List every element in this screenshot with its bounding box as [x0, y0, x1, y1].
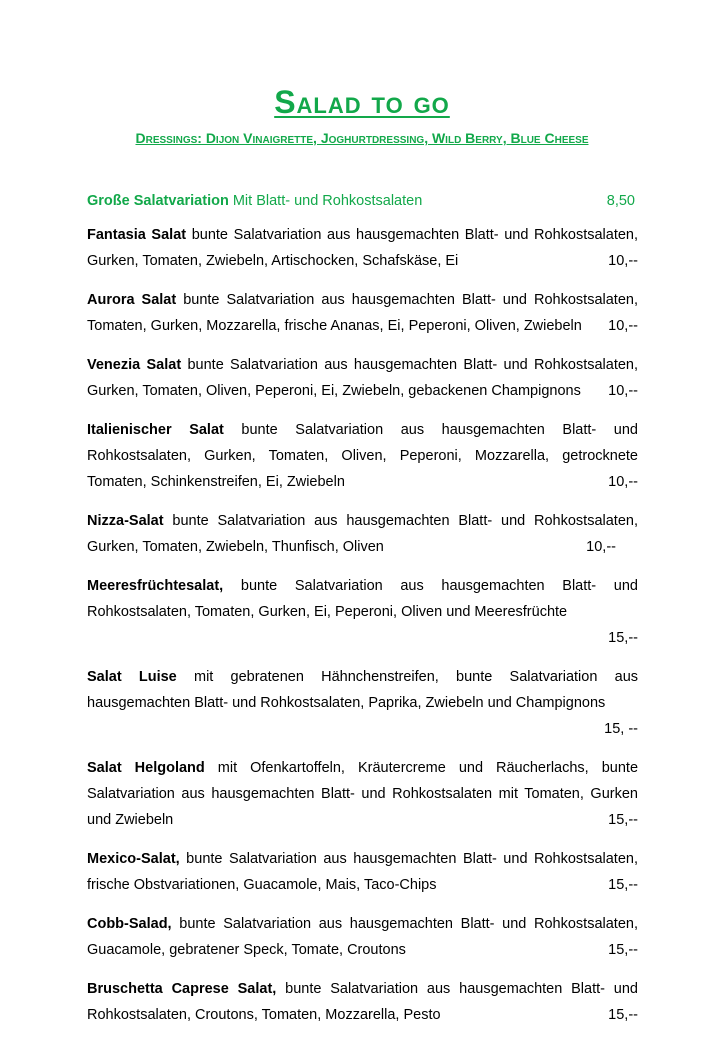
- menu-item: [87, 188, 638, 214]
- item-name: Große Salatvariation: [87, 193, 229, 209]
- item-price: 10,--: [608, 318, 638, 334]
- item-name: Fantasia Salat: [87, 227, 187, 243]
- item-price: 8,50: [606, 193, 635, 209]
- item-price: 15,--: [608, 877, 638, 893]
- menu-list: [87, 188, 638, 1041]
- item-price: 10,--: [608, 474, 638, 490]
- menu-item: [87, 287, 638, 339]
- item-price: 15,--: [608, 942, 638, 958]
- item-price: 10,--: [608, 383, 638, 399]
- menu-item: [87, 755, 638, 833]
- item-description: mit gebratenen Hähnchenstreifen, bunte Salatvariation aus hausgemachten Blatt- und Rohkostsalaten, Paprika, Zwiebeln und Champignons: [87, 669, 639, 711]
- item-price: 15,--: [608, 812, 638, 828]
- item-name: Mexico-Salat,: [87, 851, 180, 867]
- item-description: bunte Salatvariation aus hausgemachten Blatt- und Rohkostsalaten, Tomaten, Gurken, Mozzarella, frische Ananas, Ei, Peperoni, Oliven, Zwiebeln: [87, 292, 638, 334]
- item-name: Cobb-Salad,: [87, 916, 172, 932]
- item-description: bunte Salatvariation aus hausgemachten Blatt- und Rohkostsalaten, Gurken, Tomaten, Zwiebeln, Artischocken, Schafskäse, Ei: [87, 227, 639, 269]
- menu-item: [87, 664, 638, 742]
- item-name: Salat Helgoland: [87, 760, 205, 776]
- menu-item: [87, 417, 638, 495]
- menu-item: [87, 846, 638, 898]
- dressings-line: Dressings: Dijon Vinaigrette, Joghurtdressing, Wild Berry, Blue Cheese: [135, 130, 589, 146]
- item-price: 15,--: [608, 1007, 638, 1023]
- menu-item: [87, 352, 638, 404]
- item-description: Mit Blatt- und Rohkostsalaten: [228, 193, 423, 209]
- item-name: Salat Luise: [87, 669, 177, 685]
- item-name: Meeresfrüchtesalat,: [87, 578, 224, 594]
- item-description: bunte Salatvariation aus hausgemachten Blatt- und Rohkostsalaten, Gurken, Tomaten, Oliven, Peperoni, Mozzarella, getrocknete Tomaten, Schinkenstreifen, Ei, Zwiebeln: [87, 422, 638, 490]
- item-description: bunte Salatvariation aus hausgemachten Blatt- und Rohkostsalaten, Gurken, Tomaten, Oliven, Peperoni, Ei, Zwiebeln, gebackenen Champignons: [87, 357, 639, 399]
- menu-item: [87, 976, 638, 1028]
- page-title: Salad to go: [274, 84, 450, 120]
- menu-item: [87, 573, 638, 651]
- item-name: Venezia Salat: [87, 357, 182, 373]
- menu-item: [87, 911, 638, 963]
- item-description: bunte Salatvariation aus hausgemachten Blatt- und Rohkostsalaten, Tomaten, Gurken, Ei, Peperoni, Oliven und Meeresfrüchte: [87, 578, 638, 620]
- menu-item: [87, 222, 638, 274]
- item-name: Aurora Salat: [87, 292, 177, 308]
- item-description: bunte Salatvariation aus hausgemachten Blatt- und Rohkostsalaten, Guacamole, gebratener Speck, Tomate, Croutons: [87, 916, 638, 958]
- item-price: 10,--: [586, 539, 616, 555]
- item-price: 10,--: [608, 253, 638, 269]
- item-name: Nizza-Salat: [87, 513, 164, 529]
- menu-item: [87, 508, 638, 560]
- item-description: bunte Salatvariation aus hausgemachten Blatt- und Rohkostsalaten, frische Obstvariationen, Guacamole, Mais, Taco-Chips: [87, 851, 638, 893]
- item-price: 15,--: [608, 630, 638, 646]
- item-name: Italienischer Salat: [87, 422, 224, 438]
- item-name: Bruschetta Caprese Salat,: [87, 981, 277, 997]
- item-description: mit Ofenkartoffeln, Kräutercreme und Räucherlachs, bunte Salatvariation aus hausgemachten Blatt- und Rohkostsalaten mit Tomaten, Gurken und Zwiebeln: [87, 760, 639, 828]
- item-price: 15, --: [604, 721, 638, 737]
- item-description: bunte Salatvariation aus hausgemachten Blatt- und Rohkostsalaten, Gurken, Tomaten, Zwiebeln, Thunfisch, Oliven: [87, 513, 638, 555]
- item-description: bunte Salatvariation aus hausgemachten Blatt- und Rohkostsalaten, Croutons, Tomaten, Mozzarella, Pesto: [87, 981, 638, 1023]
